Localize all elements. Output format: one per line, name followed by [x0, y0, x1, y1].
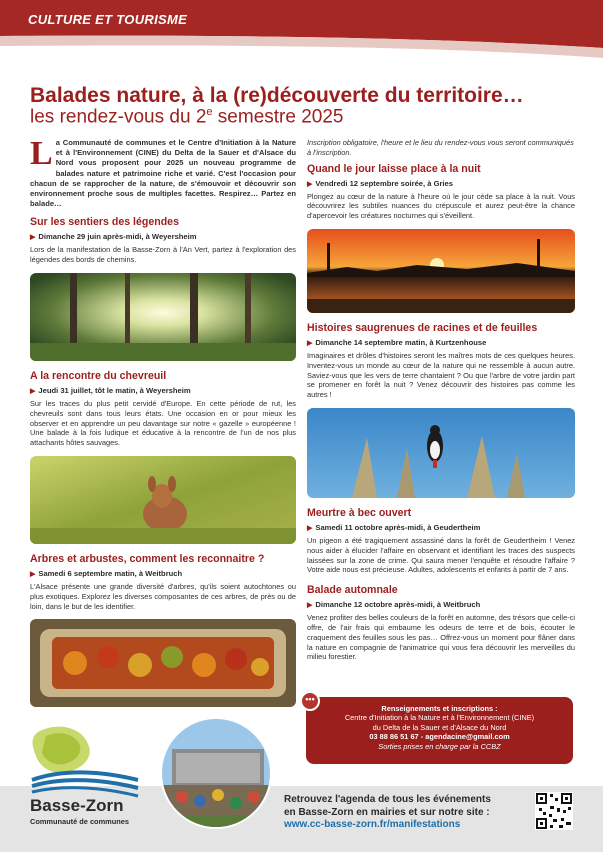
event-date-automnale: ▶ Dimanche 12 octobre après-midi, à Weitbruch [307, 600, 481, 610]
event-date-legendes: ▶ Dimanche 29 juin après-midi, à Weyersheim [30, 232, 197, 242]
event-date-nuit: ▶ Vendredi 12 septembre soirée, à Gries [307, 178, 453, 188]
info-org-1: Centre d'Initiation à la Nature et à l'Environnement (CINE) [344, 713, 535, 723]
info-note: Sorties prises en charge par la CCBZ [378, 741, 501, 751]
triangle-bullet-icon: ▶ [30, 234, 36, 242]
event-title-arbres: Arbres et arbustes, comment les reconnaitre ? [30, 553, 265, 565]
right-column [307, 138, 575, 662]
chat-dots-icon: ••• [300, 691, 320, 711]
event-date-histoires: ▶ Dimanche 14 septembre matin, à Kurtzenhouse [307, 337, 487, 347]
info-box [305, 694, 573, 764]
section-label: CULTURE ET TOURISME [28, 12, 188, 27]
event-date-arbres: ▶ Samedi 6 septembre matin, à Weitbruch [30, 569, 183, 578]
intro-paragraph: La Communauté de communes et le Centre d'Initiation à la Nature et à l'Environnement (CINE) du Delta de la Sauer et d'Alsace du Nord vous proposent pour 2025 un nouveau programme de balades nature et patrimoine riche et varié. C'est l'occasion pour chacun de se rapprocher de la nature, de s'émouvoir et découvrir son environnement proche sous de multiples facettes. Respirez… Partez en balade… [30, 135, 296, 209]
info-contact[interactable]: 03 88 86 51 67 - agendacine@gmail.com [369, 732, 510, 742]
qr-code-icon[interactable] [535, 792, 573, 830]
logo-name: Basse-Zorn [30, 796, 124, 815]
triangle-bullet-icon: ▶ [30, 571, 36, 578]
event-date-meurtre: ▶ Samedi 11 octobre après-midi, à Geudertheim [307, 522, 481, 532]
info-org-2: du Delta de la Sauer et d'Alsace du Nord [372, 722, 507, 732]
event-desc-legendes: Lors de la manifestation de la Basse-Zorn à l'An Vert, partez à l'exploration des légendes des bords de chemins. [30, 245, 296, 265]
inscription-note: Inscription obligatoire, l'heure et le lieu du rendez-vous vous seront communiqués à l'inscription. [307, 138, 574, 157]
footer-text [284, 794, 534, 832]
page-subtitle: les rendez-vous du 2e semestre 2025 [30, 106, 344, 128]
triangle-bullet-icon: ▶ [30, 388, 36, 396]
logo-subtitle: Communauté de communes [30, 817, 129, 826]
event-title-nuit: Quand le jour laisse place à la nuit [307, 162, 481, 175]
page-title: Balades nature, à la (re)découverte du territoire… [30, 84, 524, 107]
footer-line-1: Retrouvez l'agenda de tous les événements [284, 794, 491, 805]
sunset-lake-photo [307, 229, 575, 313]
forest-sun-photo [30, 273, 296, 361]
event-desc-meurtre: Un pigeon a été tragiquement assassiné dans la forêt de Geudertheim ! Venez nous aider à élucider l'affaire en observant et identifiant les traces des suspects laissées sur la zone de crime. Qui saura mener l'enquête et résoudre l'affaire ? Votre aide nous est précieuse. Adultes, adolescents et enfants à partir de 7 ans. [307, 535, 575, 575]
event-title-histoires: Histoires saugrenues de racines et de feuilles [307, 321, 538, 334]
woodpecker-photo [307, 408, 575, 498]
deer-photo [30, 456, 296, 544]
dropcap: L [30, 135, 53, 172]
footer-line-2: en Basse-Zorn en mairies et sur notre site : [284, 806, 490, 818]
triangle-bullet-icon: ▶ [307, 524, 313, 532]
event-desc-arbres: L'Alsace présente une grande diversité d'arbres, qu'ils soient autochtones ou plus exotiques. Explorez les diverses composantes de ces arbres, de près ou de loin, dans le but de les identifier. [30, 582, 296, 611]
event-title-chevreuil: A la rencontre du chevreuil [30, 370, 167, 383]
info-title: Renseignements et inscriptions : [381, 704, 498, 713]
header-band [0, 0, 603, 70]
event-title-legendes: Sur les sentiers des légendes [30, 216, 179, 229]
left-column [30, 135, 296, 707]
event-date-chevreuil: ▶ Jeudi 31 juillet, tôt le matin, à Weyersheim [30, 386, 191, 396]
footer-url-link[interactable]: www.cc-basse-zorn.fr/manifestations [284, 819, 461, 830]
triangle-bullet-icon: ▶ [307, 339, 313, 347]
event-title-meurtre: Meurtre à bec ouvert [307, 506, 412, 519]
event-crowd-photo [160, 717, 272, 829]
event-title-automnale: Balade automnale [307, 584, 398, 597]
event-desc-nuit: Plongez au cœur de la nature à l'heure où le jour cède sa place à la nuit. Vous découvrirez les subtiles nuances du crépuscule et aurez peut-être la chance d'apercevoir les créatures nocturnes qui s'éveillent. [307, 191, 575, 221]
triangle-bullet-icon: ▶ [307, 602, 313, 610]
event-desc-automnale: Venez profiter des belles couleurs de la forêt en automne, des trésors que celle-ci offre, de l'air frais qui embaume les odeurs de terre et de bois, écouter le craquement des feuilles sous les pas… Offrez-vous un moment pour flâner dans la nature en compagnie de l'animatrice qui vous fera découvrir les merveilles du milieu forestier. [307, 613, 575, 662]
event-desc-chevreuil: Sur les traces du plus petit cervidé d'Europe. En cette période de rut, les chevreuils sont dans tous leurs états. Une occasion en or pour mieux les observer et en apprendre un peu davantage sur notre « gazelle » européenne ! Une balade à la fois ludique et éducative à la rencontre de l'un de nos plus attachants hôtes sauvages. [30, 399, 296, 448]
autumn-leaves-photo [30, 619, 296, 707]
triangle-bullet-icon: ▶ [307, 180, 313, 188]
event-desc-histoires: Imaginaires et drôles d'histoires seront les maîtres mots de ces quelques heures. Inventez-vous un monde au cœur de la nature qui ne ressemble à aucun autre. Saviez-vous que les vers de terre chantaient ? Ou que l'arbre de votre jardin part se promener en forêt la nuit ? Venez découvrir des histoires pas comme les autres ! [307, 350, 575, 400]
